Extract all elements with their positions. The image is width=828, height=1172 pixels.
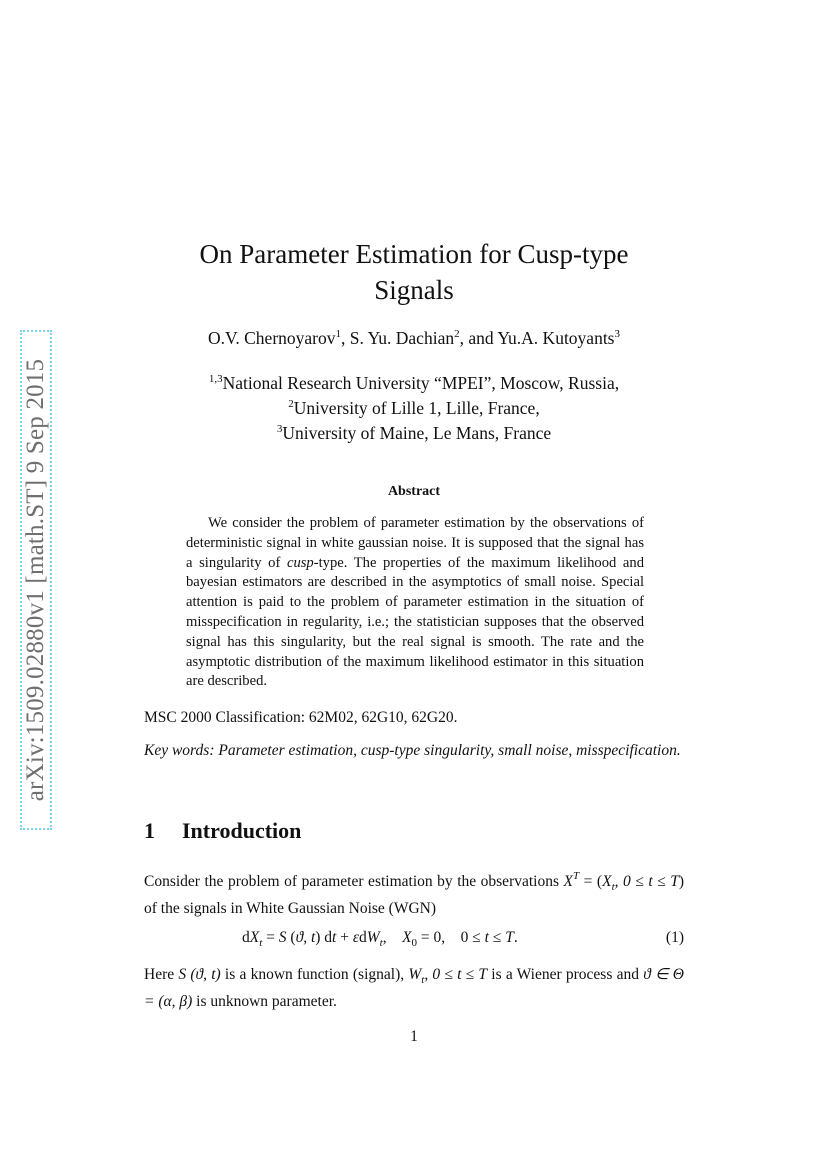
affil-mark: 1,3: [208, 373, 223, 385]
math-S: S (ϑ, t): [178, 966, 221, 983]
section-title: Introduction: [182, 818, 302, 843]
section-heading: [144, 818, 684, 844]
keywords-text: : Parameter estimation, cusp-type singularity, small noise, misspecification.: [209, 742, 681, 759]
keywords-label: Key words: [144, 742, 210, 759]
intro-paragraph-1: [144, 871, 684, 920]
intro-text: = (: [579, 873, 603, 890]
affil-text: University of Maine, Le Mans, France: [282, 423, 552, 443]
equation-body: $dX_t = S$ (ϑ, t) dt + εdW$_t$, $X_0 = 0$, 0 ≤ t ≤ T.: [242, 929, 518, 950]
author-name: Yu.A. Kutoyants: [497, 328, 615, 348]
affiliations: [120, 371, 708, 446]
author-affil-mark: 2: [454, 328, 460, 340]
affil-text: National Research University “MPEI”, Moscow, Russia,: [222, 373, 620, 393]
intro-text: ) of the signals in White Gaussian Noise (WGN): [144, 873, 684, 918]
author-affil-mark: 1: [335, 328, 341, 340]
author-name: S. Yu. Dachian: [349, 328, 455, 348]
math-X-T: $X^T$: [563, 870, 580, 890]
affiliation-line: [120, 371, 708, 396]
affil-mark: 2: [288, 398, 294, 410]
author-affil-mark: 3: [614, 328, 620, 340]
intro-text: is unknown parameter.: [192, 993, 337, 1011]
intro-paragraph-2: [144, 964, 684, 1013]
msc-classification: MSC 2000 Classification: 62M02, 62G10, 62G20.: [144, 709, 458, 726]
section-number: 1: [144, 818, 155, 843]
abstract-heading: Abstract: [387, 484, 441, 499]
title-line-1: On Parameter Estimation for Cusp-type: [199, 239, 629, 269]
page-number: 1: [410, 1028, 418, 1045]
math-observations: $X_t$, 0 ≤ t ≤ T: [602, 873, 679, 894]
math-theta: ϑ ∈ Θ = (α, β): [144, 966, 684, 1011]
author-list: [120, 328, 708, 349]
affiliation-line: [120, 421, 708, 446]
paper-title: [140, 236, 688, 308]
affil-mark: 3: [276, 423, 283, 435]
math-W: $W_t$, 0 ≤ t ≤ T: [408, 966, 488, 987]
intro-text: is a known function (signal),: [220, 966, 409, 983]
abstract-body: [186, 514, 644, 692]
intro-text: is a Wiener process and: [487, 966, 644, 983]
abstract-text: -type. The properties of the maximum likelihood and bayesian estimators are described in the asymptotics of small noise. Special attention is paid to the problem of parameter estimation in the situation of misspecification in regularity, i.e.; the statistician supposes that the observed signal has this singularity, but the real signal is smooth. The rate and the asymptotic distribution of the maximum likelihood estimator in this situation are described.: [186, 554, 644, 690]
author-name: O.V. Chernoyarov: [207, 328, 336, 348]
affiliation-line: [120, 396, 708, 421]
affil-text: University of Lille 1, Lille, France,: [293, 398, 540, 418]
author-separator: ,: [341, 328, 350, 348]
intro-text: Here: [144, 966, 179, 983]
abstract-text: We consider the problem of parameter estimation by the observations of deterministic signal in white gaussian noise. It is supposed that the signal has a singularity of: [186, 515, 644, 571]
abstract-italic-term: cusp: [286, 554, 314, 571]
arxiv-stamp: [20, 330, 52, 830]
intro-text: Consider the problem of parameter estimation by the observations: [144, 873, 564, 890]
author-separator: , and: [459, 328, 498, 348]
title-line-2: Signals: [374, 275, 454, 305]
arxiv-stamp-text: arXiv:1509.02880v1 [math.ST] 9 Sep 2015: [22, 358, 50, 802]
equation-number: (1): [665, 929, 684, 946]
keywords: [144, 740, 684, 761]
